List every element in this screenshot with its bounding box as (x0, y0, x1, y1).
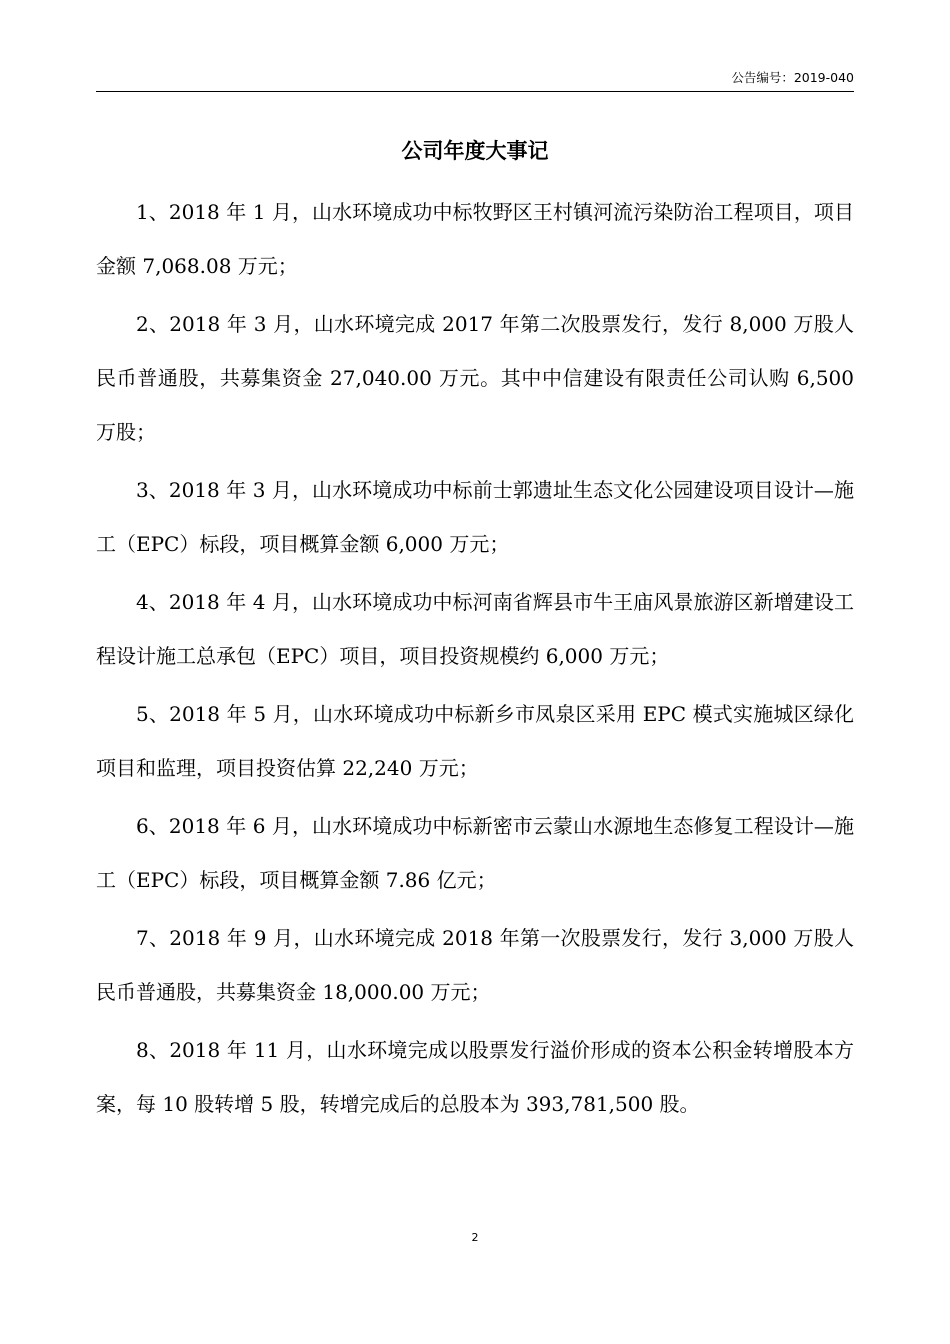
events-list (96, 185, 854, 1135)
event-item-7: 7、2018 年 9 月，山水环境完成 2018 年第一次股票发行，发行 3,000 万股人民币普通股，共募集资金 18,000.00 万元； (96, 926, 854, 1004)
event-item-3: 3、2018 年 3 月，山水环境成功中标前士郭遗址生态文化公园建设项目设计—施工（EPC）标段，项目概算金额 6,000 万元； (96, 478, 854, 556)
event-item-6: 6、2018 年 6 月，山水环境成功中标新密市云蒙山水源地生态修复工程设计—施工（EPC）标段，项目概算金额 7.86 亿元； (96, 814, 854, 892)
announcement-number: 公告编号：2019-040 (731, 70, 854, 85)
event-item-8: 8、2018 年 11 月，山水环境完成以股票发行溢价形成的资本公积金转增股本方案，每 10 股转增 5 股，转增完成后的总股本为 393,781,500 股。 (96, 1038, 854, 1116)
page-number: 2 (471, 1231, 479, 1244)
event-item-4: 4、2018 年 4 月，山水环境成功中标河南省辉县市牛王庙风景旅游区新增建设工程设计施工总承包（EPC）项目，项目投资规模约 6,000 万元； (96, 590, 854, 668)
event-item-1: 1、2018 年 1 月，山水环境成功中标牧野区王村镇河流污染防治工程项目，项目金额 7,068.08 万元； (96, 200, 854, 278)
event-item-2: 2、2018 年 3 月，山水环境完成 2017 年第二次股票发行，发行 8,000 万股人民币普通股，共募集资金 27,040.00 万元。其中中信建设有限责任公司认购 6,500 万股； (96, 312, 854, 444)
event-item-5: 5、2018 年 5 月，山水环境成功中标新乡市凤泉区采用 EPC 模式实施城区绿化项目和监理，项目投资估算 22,240 万元； (96, 702, 854, 780)
page-title: 公司年度大事记 (401, 139, 549, 163)
header-divider (96, 91, 854, 92)
